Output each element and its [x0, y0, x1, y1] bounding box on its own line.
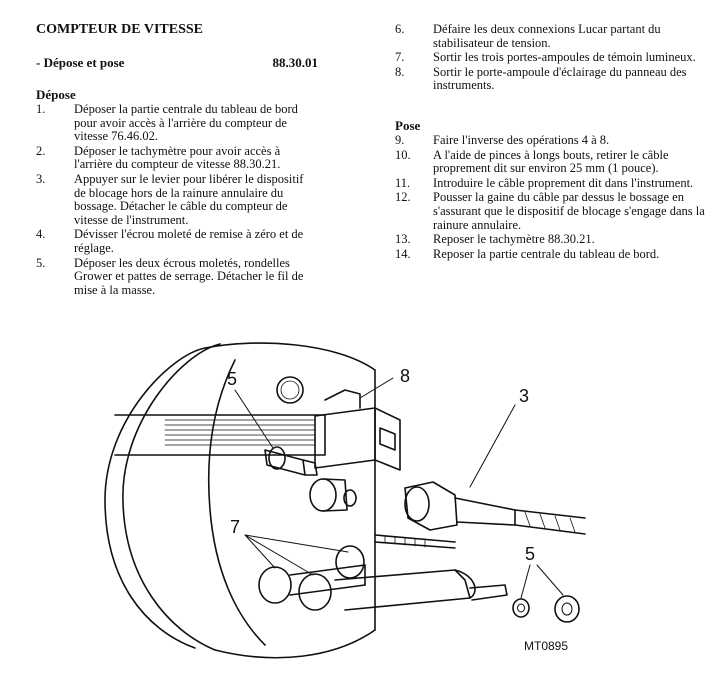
operation-code: 88.30.01: [272, 55, 318, 70]
step-item: 1. Déposer la partie centrale du tableau de bord pour avoir accès à l'arrière du compteur de vitesse 76.46.02.: [36, 102, 298, 144]
speedometer-cable: [375, 482, 585, 548]
callout-3: 3: [519, 386, 530, 406]
step-item: 11. Introduire le câble proprement dit dans l'instrument.: [395, 175, 694, 190]
step-item: 9. Faire l'inverse des opérations 4 à 8.: [395, 133, 610, 147]
leader-lines: [235, 378, 563, 598]
speedometer-exploded-diagram: [75, 330, 645, 675]
figure-reference: MT0895: [524, 639, 569, 653]
step-item: 6. Défaire les deux connexions Lucar partant du stabilisateur de tension.: [395, 22, 661, 50]
step-item: 14. Reposer la partie centrale du tableau de bord.: [395, 246, 660, 261]
callout-5-lower: 5: [525, 544, 536, 564]
bulb-holder-lighting: [310, 479, 356, 511]
callout-7: 7: [230, 517, 241, 537]
step-item: 10. A l'aide de pinces à longs bouts, retirer le câble proprement dit sur environ 25 mm (1 pouce).: [395, 147, 669, 176]
step-item: 7. Sortir les trois portes-ampoules de témoin lumineux.: [395, 50, 696, 65]
operation-label: - Dépose et pose: [36, 55, 125, 70]
pose-heading: Pose: [395, 118, 421, 133]
depose-heading: Dépose: [36, 87, 76, 102]
step-item: 3. Appuyer sur le levier pour libérer le dispositif de blocage hors de la rainure annulaire du bossage. Détacher le câble du compteur de vitesse de l'instrument.: [36, 171, 304, 227]
page-title: COMPTEUR DE VITESSE: [36, 22, 204, 37]
step-item: 13. Reposer le tachymètre 88.30.21.: [395, 232, 595, 247]
depose-steps-left: [36, 103, 318, 298]
operation-header: [36, 55, 318, 71]
depose-steps-right: [395, 23, 705, 94]
step-item: 4. Dévisser l'écrou moleté de remise à zéro et de réglage.: [36, 227, 304, 255]
callout-8: 8: [400, 366, 411, 386]
step-item: 8. Sortir le porte-ampoule d'éclairage du panneau des instruments.: [395, 64, 687, 93]
pose-steps: [395, 134, 710, 262]
callout-5-upper: 5: [227, 369, 238, 389]
loose-nuts: [513, 596, 579, 622]
warning-lamp-holders: [259, 546, 365, 610]
cable-sleeve: [335, 570, 507, 610]
step-item: 5. Déposer les deux écrous moletés, rondelles Grower et pattes de serrage. Détacher le fil de mise à la masse.: [36, 255, 304, 297]
knurled-nut-upper: [265, 447, 317, 475]
voltage-stabiliser: [315, 390, 400, 470]
step-item: 2. Déposer le tachymètre pour avoir accès à l'arrière du compteur de vitesse 88.30.21.: [36, 143, 281, 172]
step-item: 12. Pousser la gaine du câble par dessus le bossage en s'assurant que le dispositif de blocage s'engage dans la rainure annulaire.: [395, 190, 705, 232]
